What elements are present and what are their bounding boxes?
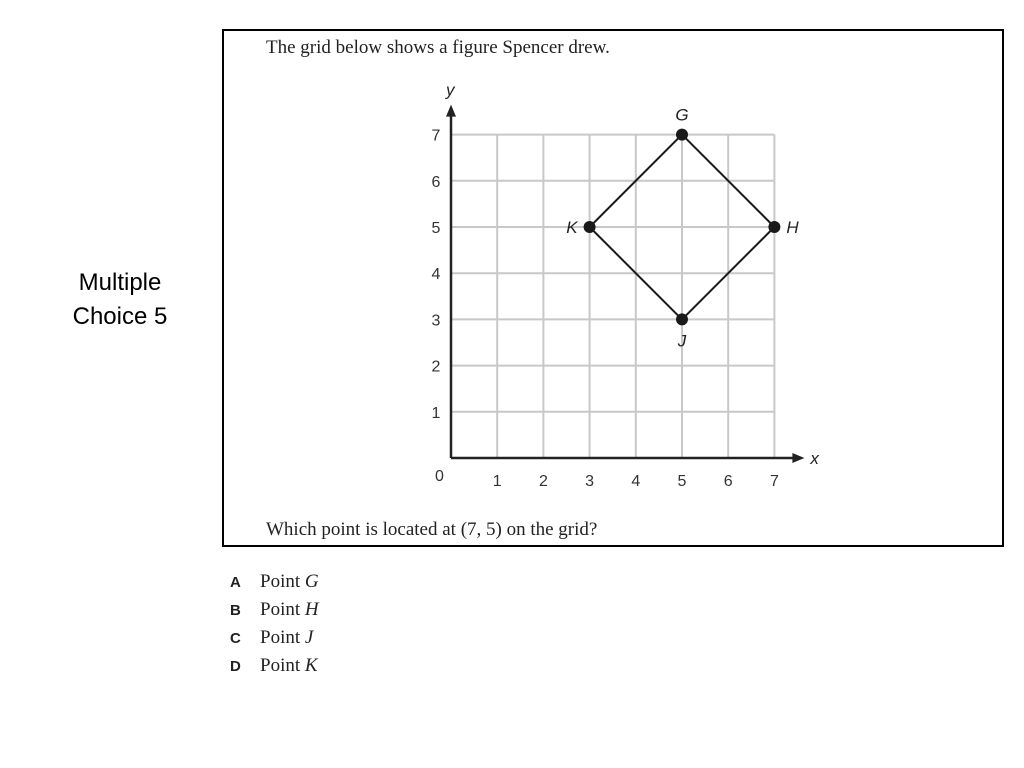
x-tick-label: 4	[631, 473, 641, 490]
x-tick-label: 3	[585, 473, 595, 490]
y-axis-arrow-icon	[446, 105, 456, 117]
point-j-dot	[676, 313, 688, 325]
choice-letter: C	[230, 629, 241, 647]
choice-word: Point	[260, 655, 301, 676]
point-k-dot	[584, 221, 596, 233]
y-axis-label: y	[446, 80, 455, 100]
origin-label: 0	[435, 468, 444, 485]
choice-letter: D	[230, 657, 241, 675]
question-prompt: The grid below shows a figure Spencer drew.	[266, 37, 610, 58]
question-box	[222, 29, 1004, 547]
x-tick-label: 1	[492, 473, 502, 490]
choice-d[interactable]	[230, 652, 319, 680]
choice-word: Point	[260, 599, 301, 620]
y-tick-label: 3	[431, 312, 441, 330]
point-g-label: G	[675, 105, 689, 125]
question-text: Which point is located at (7, 5) on the grid?	[266, 519, 598, 540]
choice-letter: A	[230, 573, 241, 591]
point-h-dot	[768, 221, 780, 233]
x-tick-label: 5	[677, 473, 687, 490]
x-axis-label: x	[810, 449, 819, 468]
x-tick-label: 6	[723, 473, 733, 490]
point-g-dot	[676, 129, 688, 141]
choice-c[interactable]	[230, 624, 319, 652]
x-tick-label: 2	[538, 473, 548, 490]
choice-word: Point	[260, 571, 301, 592]
y-tick-label: 1	[431, 404, 441, 422]
choice-point: G	[304, 571, 319, 592]
point-j-label: J	[677, 331, 687, 351]
choice-point: K	[304, 655, 318, 676]
point-k-label: K	[566, 218, 578, 237]
axes	[445, 81, 819, 468]
grid-lines	[451, 135, 774, 458]
answer-choices	[230, 568, 319, 680]
slide-heading-line-2: Choice 5	[72, 303, 168, 330]
choice-word: Point	[260, 627, 301, 648]
x-tick-label: 7	[769, 473, 779, 490]
y-tick-label: 5	[431, 220, 441, 237]
slide-heading-line-1: Multiple	[78, 269, 162, 296]
x-axis-arrow-icon	[792, 453, 804, 463]
y-tick-label: 7	[431, 127, 441, 145]
slide-heading	[40, 266, 200, 334]
choice-a[interactable]	[230, 568, 319, 596]
y-tick-label: 4	[431, 266, 441, 284]
choice-point: H	[304, 599, 319, 620]
choice-b[interactable]	[230, 596, 319, 624]
y-tick-label: 6	[431, 173, 441, 191]
point-h-label: H	[786, 218, 799, 237]
coordinate-grid	[224, 31, 1002, 545]
tick-labels	[432, 128, 779, 490]
choice-point: J	[304, 627, 314, 648]
choice-letter: B	[230, 601, 241, 619]
y-tick-label: 2	[431, 358, 441, 376]
